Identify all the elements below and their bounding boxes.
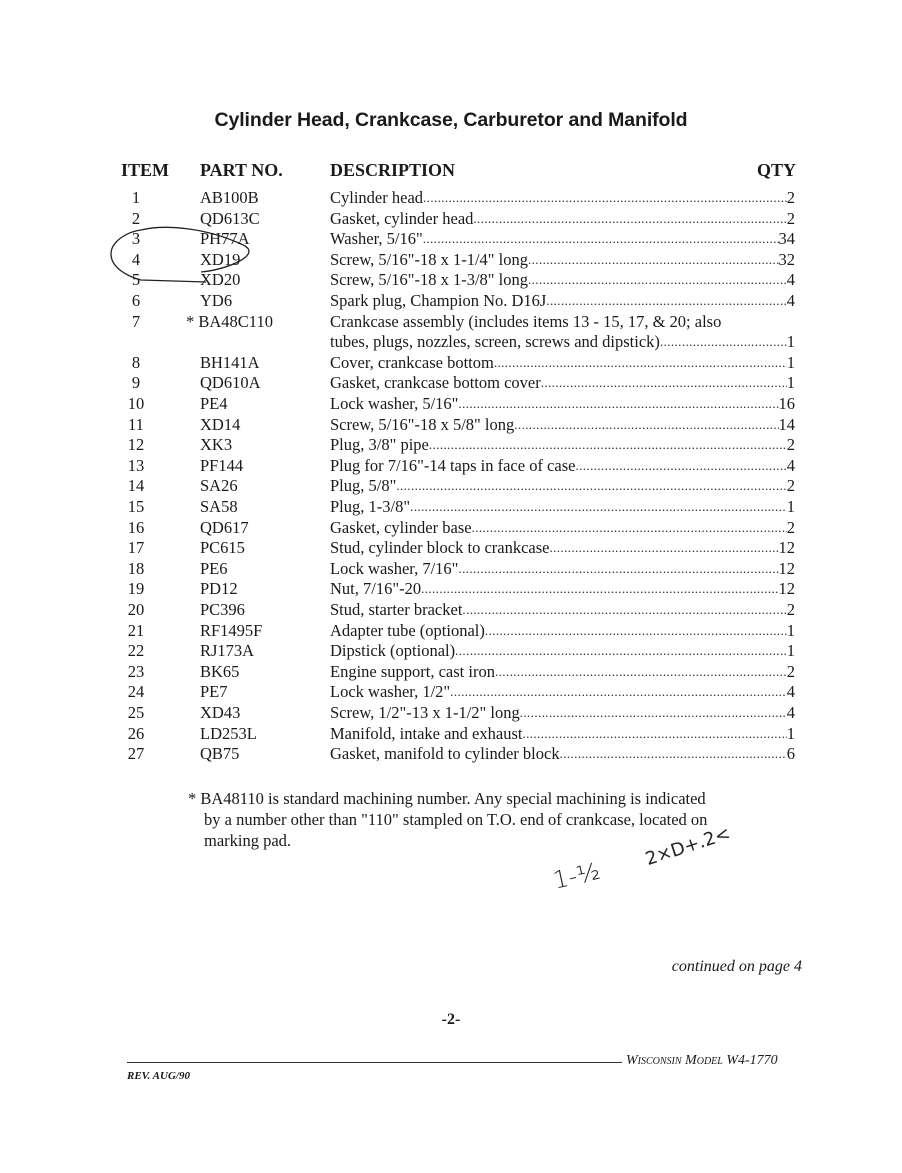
item-number: 12: [127, 435, 145, 455]
part-number: PH77A: [200, 229, 250, 249]
item-number: 20: [127, 600, 145, 619]
item-number: 15: [127, 497, 145, 516]
part-number: XD14: [200, 414, 241, 434]
part-number: PD12: [200, 579, 238, 599]
part-number: PC396: [200, 600, 245, 619]
table-row: [0, 599, 902, 620]
part-number: QB75: [200, 744, 240, 764]
table-row: [0, 578, 902, 599]
quantity: 32: [778, 249, 795, 269]
quantity: 2: [786, 435, 795, 455]
handwritten-note-1: 1-½: [550, 857, 603, 895]
quantity: 1: [786, 352, 795, 372]
quantity: 12: [778, 579, 795, 599]
item-number: 24: [127, 682, 145, 702]
item-number: 14: [127, 476, 145, 496]
description: Crankcase assembly (includes items 13 - 15, 17, & 20; also: [330, 311, 722, 331]
continued-note: continued on page 4: [671, 958, 802, 975]
column-header-description: DESCRIPTION: [330, 160, 456, 180]
table-row: [0, 743, 902, 764]
leader-dots: [458, 393, 778, 414]
item-number: 8: [131, 352, 141, 372]
leader-dots: [520, 702, 787, 723]
leader-dots: [423, 228, 779, 249]
quantity: 2: [786, 600, 795, 619]
part-number: RJ173A: [200, 641, 255, 661]
description: Gasket, manifold to cylinder block: [330, 744, 560, 764]
quantity: 4: [786, 682, 795, 702]
item-number: 10: [127, 394, 145, 413]
quantity: 2: [786, 208, 795, 228]
leader-dots: [546, 290, 786, 311]
description: Plug for 7/16"-14 taps in face of case: [330, 455, 576, 475]
item-number: 5: [131, 270, 141, 290]
item-number: 25: [127, 703, 145, 722]
leader-dots: [495, 661, 787, 682]
quantity: 2: [786, 188, 795, 207]
quantity: 6: [786, 744, 795, 764]
part-number: YD6: [200, 291, 233, 310]
page-number: -2-: [441, 1011, 461, 1028]
item-number: 4: [131, 249, 141, 269]
part-number: SA26: [200, 476, 238, 496]
footer-rule: [127, 1062, 622, 1063]
table-row: [0, 414, 902, 435]
description: Screw, 1/2"-13 x 1-1/2" long: [330, 703, 520, 722]
quantity: 12: [778, 538, 795, 558]
leader-dots: [450, 681, 787, 702]
description: Manifold, intake and exhaust: [330, 723, 523, 743]
part-number: BK65: [200, 661, 240, 681]
description: Cylinder head: [330, 188, 424, 207]
table-row: [0, 187, 902, 208]
description: Screw, 5/16"-18 x 1-3/8" long: [330, 270, 528, 290]
part-number: XD43: [200, 703, 241, 722]
table-row: [0, 620, 902, 641]
quantity: 1: [786, 620, 795, 640]
part-number: QD617: [200, 517, 249, 537]
description: Lock washer, 5/16": [330, 394, 459, 413]
part-number: PE7: [200, 682, 228, 702]
table-row: [0, 352, 902, 373]
item-number: 7: [131, 311, 141, 331]
leader-dots: [472, 517, 787, 538]
table-row: [0, 311, 902, 332]
leader-dots: [396, 475, 786, 496]
item-number: 22: [127, 641, 145, 661]
description: Plug, 3/8" pipe: [330, 435, 429, 455]
part-number: RF1495F: [200, 620, 263, 640]
item-number: 13: [127, 455, 145, 475]
item-number: 21: [127, 620, 145, 640]
quantity: 1: [786, 373, 795, 393]
item-number: 3: [131, 229, 141, 249]
leader-dots: [575, 455, 786, 476]
description: Lock washer, 7/16": [330, 558, 459, 578]
quantity: 2: [786, 661, 795, 681]
description: Cover, crankcase bottom: [330, 352, 494, 372]
description: Dipstick (optional): [330, 641, 456, 661]
table-row: [0, 372, 902, 393]
part-number: XD20: [200, 270, 241, 290]
leader-dots: [494, 352, 787, 373]
footnote-line-1: * BA48110 is standard machining number. Any special machining is indicated: [188, 789, 706, 808]
part-number: AB100B: [200, 188, 259, 207]
table-row: [0, 702, 902, 723]
leader-dots: [528, 269, 787, 290]
part-number: XK3: [200, 435, 233, 455]
column-header-part-no: PART NO.: [200, 160, 283, 180]
description: Engine support, cast iron: [330, 661, 495, 681]
table-row: [0, 393, 902, 414]
table-row: [0, 640, 902, 661]
item-number: 6: [131, 291, 141, 310]
item-number: 19: [127, 579, 145, 599]
table-row: [0, 681, 902, 702]
quantity: 1: [786, 723, 795, 743]
quantity: 2: [786, 476, 795, 496]
quantity: 34: [778, 229, 795, 249]
leader-dots: [429, 434, 787, 455]
description: Stud, starter bracket: [330, 600, 463, 619]
description: Washer, 5/16": [330, 229, 423, 249]
item-number: 18: [127, 558, 145, 578]
quantity: 1: [786, 497, 795, 516]
item-number: 16: [127, 517, 145, 537]
description: Screw, 5/16"-18 x 5/8" long: [330, 414, 515, 434]
description: Plug, 5/8": [330, 476, 397, 496]
leader-dots: [485, 620, 787, 641]
item-number: 1: [131, 188, 141, 207]
leader-dots: [458, 558, 778, 579]
page-title: Cylinder Head, Crankcase, Carburetor and Manifold: [214, 109, 688, 131]
quantity: 1: [786, 641, 795, 661]
table-row-continuation: [0, 331, 902, 352]
item-number: 26: [127, 723, 145, 743]
description: Lock washer, 1/2": [330, 682, 451, 702]
description: Plug, 1-3/8": [330, 497, 411, 516]
part-number: PC615: [200, 538, 245, 558]
part-number: * BA48C110: [186, 311, 273, 331]
leader-dots: [473, 208, 786, 229]
quantity: 2: [786, 517, 795, 537]
leader-dots: [423, 187, 787, 208]
handwritten-circle-annotation: [106, 222, 281, 292]
leader-dots: [541, 372, 787, 393]
description: Spark plug, Champion No. D16J: [330, 291, 547, 310]
description: Adapter tube (optional): [330, 620, 485, 640]
footer-revision: REV. AUG/90: [127, 1070, 190, 1082]
quantity: 4: [786, 703, 795, 722]
handwritten-note-2: 2×D+.2<: [642, 822, 733, 871]
quantity: 4: [786, 291, 795, 310]
leader-dots: [560, 743, 787, 764]
part-number: SA58: [200, 497, 238, 516]
table-row: [0, 434, 902, 455]
footer-model: Wisconsin Model W4-1770: [626, 1053, 778, 1068]
leader-dots: [522, 723, 786, 744]
description: Nut, 7/16"-20: [330, 579, 422, 599]
description: Gasket, cylinder base: [330, 517, 472, 537]
table-row: [0, 723, 902, 744]
description: Stud, cylinder block to crankcase: [330, 538, 550, 558]
footnote-line-3: marking pad.: [204, 831, 292, 850]
part-number: PF144: [200, 455, 244, 475]
column-header-item: ITEM: [121, 160, 170, 180]
part-number: QD610A: [200, 373, 261, 393]
footnote-line-2: by a number other than "110" stampled on T.O. end of crankcase, located on: [204, 810, 708, 829]
table-row: [0, 475, 902, 496]
quantity: 1: [786, 332, 795, 352]
quantity: 4: [786, 270, 795, 290]
table-row: [0, 517, 902, 538]
item-number: 9: [131, 373, 141, 393]
leader-dots: [455, 640, 787, 661]
leader-dots: [549, 537, 778, 558]
leader-dots: [462, 599, 786, 620]
item-number: 27: [127, 744, 145, 764]
quantity: 12: [778, 558, 795, 578]
leader-dots: [410, 496, 787, 517]
quantity: 4: [786, 455, 795, 475]
part-number: PE6: [200, 558, 228, 578]
part-number: BH141A: [200, 352, 260, 372]
leader-dots: [421, 578, 778, 599]
item-number: 17: [127, 538, 145, 558]
column-header-qty: QTY: [757, 160, 797, 180]
part-number: XD19: [200, 249, 241, 269]
table-row: [0, 537, 902, 558]
item-number: 23: [127, 661, 145, 681]
quantity: 14: [778, 414, 795, 434]
table-row: [0, 290, 902, 311]
description: Screw, 5/16"-18 x 1-1/4" long: [330, 249, 528, 269]
part-number: QD613C: [200, 208, 260, 228]
item-number: 11: [128, 414, 144, 434]
description: Gasket, cylinder head: [330, 208, 474, 228]
part-number: LD253L: [200, 723, 257, 743]
item-number: 2: [131, 208, 141, 228]
table-row: [0, 455, 902, 476]
table-row: [0, 496, 902, 517]
leader-dots: [660, 331, 787, 352]
leader-dots: [528, 249, 779, 270]
part-number: PE4: [200, 394, 228, 413]
description: Gasket, crankcase bottom cover: [330, 373, 541, 393]
table-row: [0, 661, 902, 682]
quantity: 16: [778, 394, 795, 413]
description-continued: tubes, plugs, nozzles, screen, screws and dipstick): [330, 332, 660, 352]
table-row: [0, 558, 902, 579]
leader-dots: [514, 414, 778, 435]
